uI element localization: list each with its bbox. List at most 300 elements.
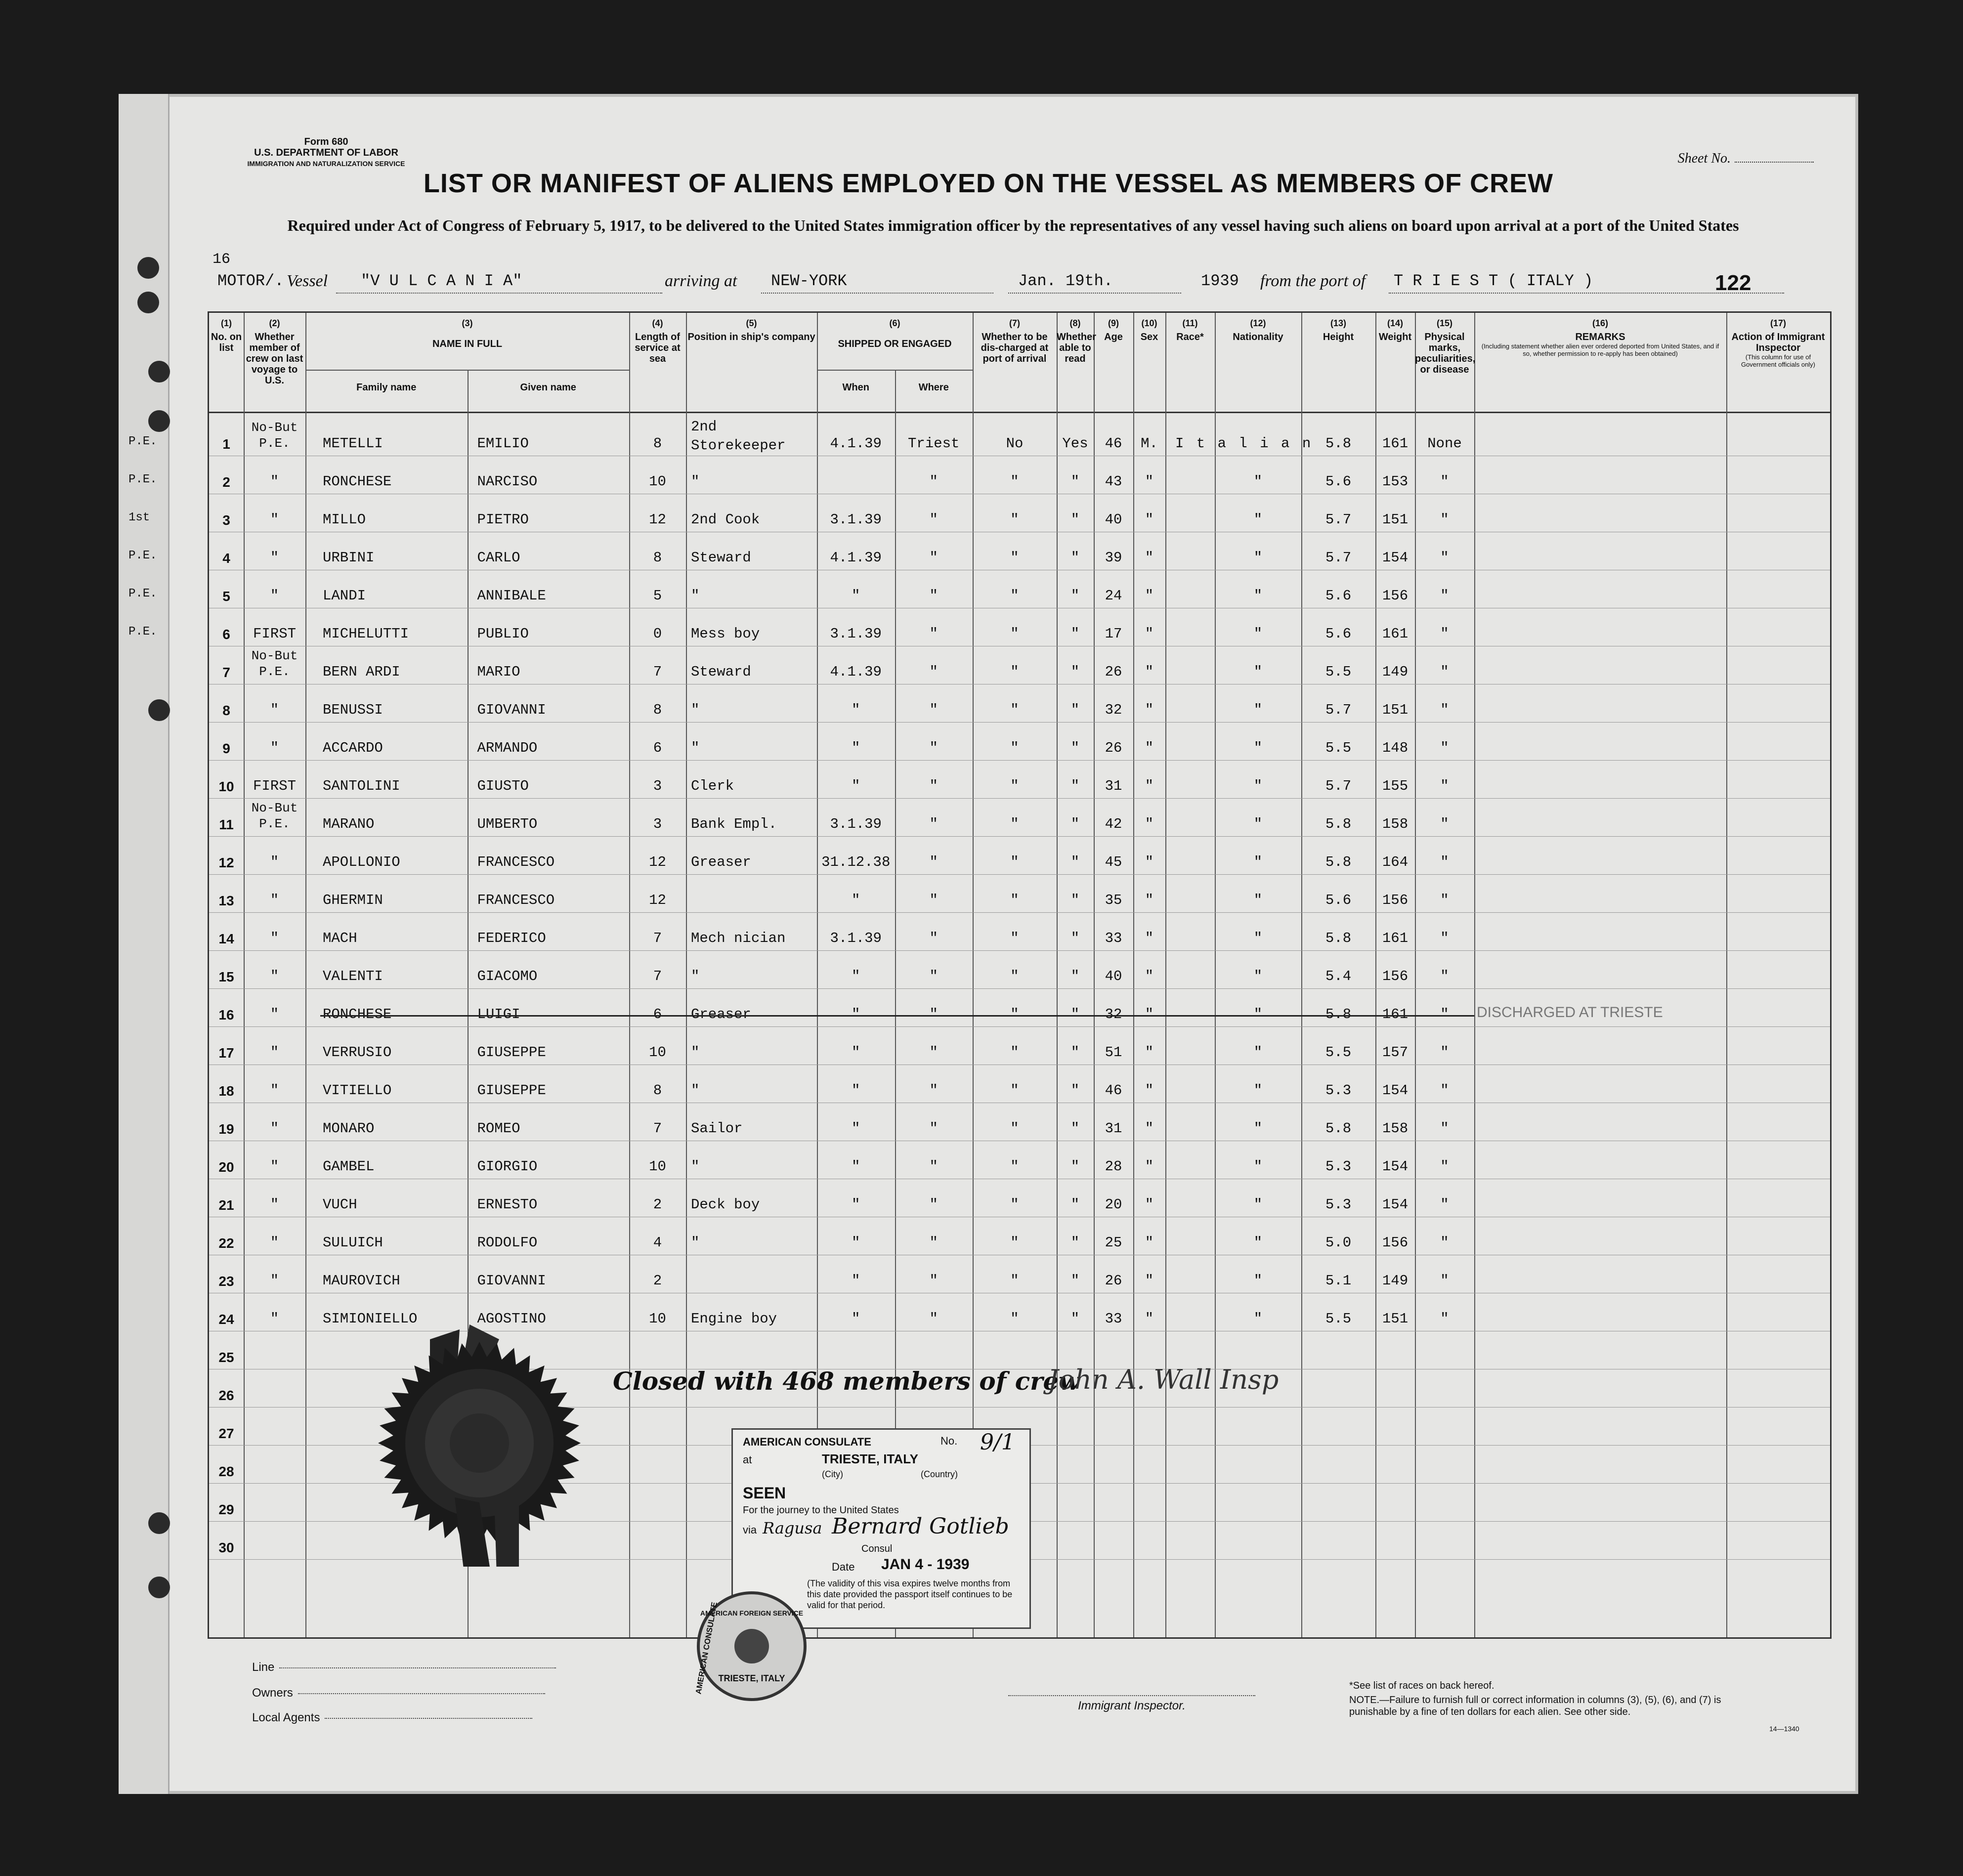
- cell-when: 4.1.39: [830, 550, 882, 566]
- cell-given: GIUSEPPE: [477, 1044, 546, 1061]
- cell-height: 5.8: [1325, 816, 1352, 832]
- cell-family: URBINI: [323, 550, 375, 566]
- cell-family: METELLI: [323, 435, 383, 452]
- cell-weight: 161: [1382, 1006, 1408, 1023]
- cell-given: FRANCESCO: [477, 854, 555, 870]
- cell-prev: No-But P.E.: [251, 648, 298, 679]
- row-number: 27: [218, 1426, 234, 1441]
- cell-read: ": [1070, 588, 1080, 604]
- cell-family: VERRUSIO: [323, 1044, 392, 1061]
- cell-weight: 149: [1382, 664, 1408, 680]
- column-rule: [1375, 313, 1376, 1637]
- cell-prev: FIRST: [253, 778, 296, 794]
- row-number: 8: [222, 703, 230, 718]
- column-label: Physical marks, peculiarities, or disease: [1415, 332, 1476, 375]
- cell-sex: ": [1145, 626, 1154, 642]
- cell-when: ": [852, 1235, 860, 1251]
- column-header-9: [1094, 313, 1133, 342]
- cell-prev: ": [270, 1044, 279, 1061]
- cell-where: ": [929, 1082, 938, 1099]
- cell-service: 10: [649, 473, 666, 490]
- punch-hole: [148, 1512, 170, 1534]
- cell-weight: 155: [1382, 778, 1408, 794]
- row-rule: [209, 722, 1830, 723]
- cell-given: GIUSEPPE: [477, 1082, 546, 1099]
- footer-agents-label: Local Agents: [252, 1711, 320, 1724]
- cell-weight: 153: [1382, 473, 1408, 490]
- footer-line-label: Line: [252, 1661, 275, 1674]
- stamp-no: 9/1: [980, 1430, 1015, 1455]
- cell-weight: 156: [1382, 968, 1408, 984]
- cell-age: 42: [1105, 816, 1122, 832]
- cell-position: ": [691, 1235, 700, 1251]
- cell-family: BERN ARDI: [323, 664, 400, 680]
- cell-prev: ": [270, 1082, 279, 1099]
- cell-position: 2nd Cook: [691, 512, 760, 528]
- cell-discharged: ": [1010, 854, 1019, 870]
- cell-marks: ": [1440, 512, 1449, 528]
- cell-height: 5.7: [1325, 550, 1352, 566]
- row-number: 29: [218, 1502, 234, 1517]
- cell-weight: 161: [1382, 435, 1408, 452]
- cell-position: Clerk: [691, 778, 734, 794]
- cell-position: 2nd Storekeeper: [691, 419, 786, 454]
- cell-position: ": [691, 473, 700, 490]
- cell-height: 5.7: [1325, 512, 1352, 528]
- cell-prev: No-But P.E.: [251, 420, 298, 451]
- column-header-10: [1133, 313, 1165, 342]
- row-number: 6: [222, 627, 230, 642]
- cell-marks: ": [1440, 968, 1449, 984]
- cell-prev: ": [270, 740, 279, 756]
- cell-nationality: ": [1253, 1082, 1263, 1099]
- form-service: IMMIGRATION AND NATURALIZATION SERVICE: [247, 160, 405, 168]
- column-rule: [1301, 313, 1302, 1637]
- cell-service: 10: [649, 1158, 666, 1175]
- cell-when: ": [852, 1120, 860, 1137]
- page-title: LIST OR MANIFEST OF ALIENS EMPLOYED ON THE VESSEL AS MEMBERS OF CREW: [423, 169, 1554, 198]
- cell-when: ": [852, 702, 860, 718]
- column-label: Position in ship's company: [687, 332, 815, 342]
- column-number: (6): [889, 318, 900, 328]
- cell-given: GIOVANNI: [477, 1273, 546, 1289]
- cell-where: ": [929, 512, 938, 528]
- cell-age: 43: [1105, 473, 1122, 490]
- column-rule: [1415, 313, 1416, 1637]
- cell-when: ": [852, 892, 860, 908]
- cell-weight: 154: [1382, 1082, 1408, 1099]
- cell-weight: 154: [1382, 550, 1408, 566]
- cell-marks: ": [1440, 1082, 1449, 1099]
- cell-nationality: ": [1253, 1273, 1263, 1289]
- cell-position: Steward: [691, 664, 751, 680]
- cell-given: FEDERICO: [477, 930, 546, 946]
- cell-discharged: ": [1010, 930, 1019, 946]
- cell-service: 6: [653, 1006, 662, 1023]
- column-header-11: [1165, 313, 1215, 342]
- consul-signature: Bernard Gotlieb: [832, 1514, 1009, 1539]
- cell-nationality: ": [1253, 930, 1263, 946]
- vessel-type: MOTOR/.: [217, 272, 284, 290]
- cell-given: ANNIBALE: [477, 588, 546, 604]
- cell-where: ": [929, 1006, 938, 1023]
- stamp-consulate: AMERICAN CONSULATE: [743, 1436, 871, 1448]
- cell-service: 4: [653, 1235, 662, 1251]
- cell-nationality: ": [1253, 1311, 1263, 1327]
- cell-age: 35: [1105, 892, 1122, 908]
- column-sublabel: When: [842, 382, 869, 393]
- cell-where: ": [929, 588, 938, 604]
- cell-weight: 156: [1382, 588, 1408, 604]
- column-sublabel: Given name: [520, 382, 576, 393]
- cell-discharged: ": [1010, 550, 1019, 566]
- cell-sex: ": [1145, 816, 1154, 832]
- cell-weight: 158: [1382, 1120, 1408, 1137]
- cell-age: 26: [1105, 740, 1122, 756]
- cell-when: 4.1.39: [830, 435, 882, 452]
- cell-service: 0: [653, 626, 662, 642]
- column-label: Nationality: [1233, 332, 1283, 342]
- stamp-no-label: No.: [940, 1435, 958, 1447]
- cell-discharged: ": [1010, 892, 1019, 908]
- cell-family: ACCARDO: [323, 740, 383, 756]
- row-number: 3: [222, 512, 230, 528]
- column-header-15: [1415, 313, 1474, 375]
- cell-marks: ": [1440, 930, 1449, 946]
- footer-agents: [252, 1711, 532, 1725]
- cell-where: ": [929, 473, 938, 490]
- cell-read: ": [1070, 664, 1080, 680]
- cell-sex: ": [1145, 854, 1154, 870]
- sheet-label: [1678, 151, 1814, 167]
- cell-marks: ": [1440, 1120, 1449, 1137]
- column-rule: [629, 313, 630, 1637]
- vessel-label: Vessel: [287, 272, 328, 290]
- column-number: (13): [1330, 318, 1346, 328]
- stamp-country-caption: (Country): [921, 1469, 958, 1479]
- column-rule: [1057, 313, 1058, 1637]
- cell-service: 2: [653, 1196, 662, 1213]
- cell-sex: ": [1145, 1196, 1154, 1213]
- cell-read: ": [1070, 626, 1080, 642]
- cell-sex: ": [1145, 588, 1154, 604]
- sheet-label-text: Sheet No.: [1677, 151, 1731, 166]
- cell-read: ": [1070, 1311, 1080, 1327]
- cell-given: EMILIO: [477, 435, 529, 452]
- cell-height: 5.3: [1325, 1158, 1352, 1175]
- column-header-12: [1215, 313, 1301, 342]
- cell-read: ": [1070, 550, 1080, 566]
- row-number: 20: [218, 1159, 234, 1175]
- wax-seal-icon: [356, 1310, 613, 1567]
- cell-sex: ": [1145, 778, 1154, 794]
- cell-when: ": [852, 968, 860, 984]
- column-sublabel: Where: [918, 382, 949, 393]
- cell-nationality: ": [1253, 588, 1263, 604]
- cell-nationality: ": [1253, 550, 1263, 566]
- column-number: (17): [1770, 318, 1786, 328]
- cell-position: Engine boy: [691, 1311, 777, 1327]
- column-header-8: [1057, 313, 1094, 364]
- cell-weight: 154: [1382, 1158, 1408, 1175]
- punch-hole: [148, 1577, 170, 1598]
- cell-nationality: ": [1253, 1158, 1263, 1175]
- cell-where: ": [929, 968, 938, 984]
- cell-read: ": [1070, 778, 1080, 794]
- cell-given: LUIGI: [477, 1006, 520, 1023]
- cell-prev: ": [270, 1158, 279, 1175]
- cell-when: ": [852, 778, 860, 794]
- cell-given: PUBLIO: [477, 626, 529, 642]
- column-note: (Including statement whether alien ever ordered deported from United States, and if so, whether permission to re-apply has been obtained): [1481, 342, 1719, 357]
- row-number: 7: [222, 665, 230, 680]
- cell-where: ": [929, 1120, 938, 1137]
- cell-weight: 164: [1382, 854, 1408, 870]
- row-number: 10: [218, 779, 234, 794]
- cell-marks: ": [1440, 702, 1449, 718]
- vessel-line: [217, 272, 1789, 301]
- row-number: 13: [218, 893, 234, 908]
- round-stamp-top: AMERICAN FOREIGN SERVICE: [700, 1609, 804, 1617]
- column-label: Weight: [1378, 332, 1412, 342]
- cell-height: 5.1: [1325, 1273, 1352, 1289]
- column-number: (11): [1182, 318, 1198, 328]
- cell-height: 5.3: [1325, 1082, 1352, 1099]
- cell-discharged: ": [1010, 588, 1019, 604]
- cell-discharged: ": [1010, 664, 1019, 680]
- row-number: 21: [218, 1197, 234, 1213]
- form-header: [237, 136, 415, 169]
- cell-weight: 151: [1382, 512, 1408, 528]
- cell-height: 5.6: [1325, 588, 1352, 604]
- cell-discharged: ": [1010, 1158, 1019, 1175]
- cell-when: ": [852, 1311, 860, 1327]
- column-header-5: [686, 313, 817, 342]
- cell-sex: ": [1145, 930, 1154, 946]
- row-number: 15: [218, 969, 234, 984]
- column-header-13: [1301, 313, 1375, 342]
- sheet-blank: [1735, 162, 1814, 163]
- column-label: Whether able to read: [1057, 332, 1096, 364]
- cell-prev: ": [270, 512, 279, 528]
- cell-age: 20: [1105, 1196, 1122, 1213]
- column-number: (3): [462, 318, 473, 328]
- row-rule: [209, 950, 1830, 951]
- stamp-date: JAN 4 - 1939: [881, 1556, 970, 1573]
- cell-nationality: ": [1253, 1235, 1263, 1251]
- column-label: No. on list: [211, 332, 242, 353]
- cell-sex: ": [1145, 968, 1154, 984]
- cell-prev: ": [270, 1006, 279, 1023]
- cell-family: SIMIONIELLO: [323, 1311, 418, 1327]
- cell-family: VITIELLO: [323, 1082, 392, 1099]
- column-rule: [1215, 313, 1216, 1637]
- round-stamp-side: AMERICAN CONSULATE: [694, 1601, 719, 1695]
- cell-given: PIETRO: [477, 512, 529, 528]
- cell-read: ": [1070, 702, 1080, 718]
- cell-height: 5.5: [1325, 740, 1352, 756]
- sheet-number: 122: [1715, 271, 1751, 295]
- footer-races-note: *See list of races on back hereof.: [1349, 1680, 1494, 1691]
- cell-age: 17: [1105, 626, 1122, 642]
- margin-number: 16: [213, 251, 231, 268]
- cell-read: ": [1070, 740, 1080, 756]
- cell-prev: ": [270, 1311, 279, 1327]
- cell-weight: 151: [1382, 702, 1408, 718]
- column-number: (10): [1141, 318, 1157, 328]
- cell-weight: 154: [1382, 1196, 1408, 1213]
- cell-family: SULUICH: [323, 1235, 383, 1251]
- column-header-17: [1726, 313, 1830, 368]
- cell-read: ": [1070, 854, 1080, 870]
- cell-marks: ": [1440, 664, 1449, 680]
- cell-family: MILLO: [323, 512, 366, 528]
- cell-read: ": [1070, 1273, 1080, 1289]
- column-number: (5): [746, 318, 757, 328]
- cell-nationality: ": [1253, 473, 1263, 490]
- header-rule: [305, 370, 629, 371]
- cell-discharged: ": [1010, 1196, 1019, 1213]
- cell-where: ": [929, 854, 938, 870]
- punch-hole: [148, 699, 170, 721]
- cell-when: ": [852, 1273, 860, 1289]
- stamp-city-caption: (City): [822, 1469, 843, 1479]
- column-number: (4): [652, 318, 663, 328]
- form-department: U.S. DEPARTMENT OF LABOR: [254, 147, 398, 158]
- cell-service: 10: [649, 1311, 666, 1327]
- cell-service: 7: [653, 930, 662, 946]
- cell-family: VUCH: [323, 1196, 357, 1213]
- cell-discharged: ": [1010, 1082, 1019, 1099]
- cell-height: 5.8: [1325, 435, 1352, 452]
- column-header-7: [973, 313, 1057, 364]
- cell-when: 3.1.39: [830, 930, 882, 946]
- cell-sex: ": [1145, 1006, 1154, 1023]
- cell-nationality: ": [1253, 702, 1263, 718]
- cell-service: 12: [649, 854, 666, 870]
- cell-position: ": [691, 740, 700, 756]
- cell-age: 40: [1105, 968, 1122, 984]
- cell-height: 5.5: [1325, 1311, 1352, 1327]
- column-rule: [1094, 313, 1095, 1637]
- arrival-date: Jan. 19th.: [1018, 272, 1113, 290]
- cell-age: 32: [1105, 702, 1122, 718]
- cell-sex: ": [1145, 1273, 1154, 1289]
- cell-height: 5.7: [1325, 702, 1352, 718]
- cell-nationality: ": [1253, 626, 1263, 642]
- cell-weight: 151: [1382, 1311, 1408, 1327]
- cell-where: ": [929, 816, 938, 832]
- cell-sex: M.: [1141, 435, 1158, 452]
- cell-where: ": [929, 702, 938, 718]
- cell-when: ": [852, 1082, 860, 1099]
- cell-family: MARANO: [323, 816, 375, 832]
- column-label: Age: [1104, 332, 1123, 342]
- stamp-journey: For the journey to the United States: [743, 1505, 899, 1516]
- cell-read: ": [1070, 930, 1080, 946]
- cell-age: 40: [1105, 512, 1122, 528]
- cell-sex: ": [1145, 1044, 1154, 1061]
- cell-race: I t a l i a n: [1175, 435, 1313, 452]
- cell-read: ": [1070, 816, 1080, 832]
- cell-position: ": [691, 588, 700, 604]
- cell-weight: 158: [1382, 816, 1408, 832]
- cell-age: 31: [1105, 1120, 1122, 1137]
- punch-hole: [137, 257, 159, 279]
- row-number: 16: [218, 1007, 234, 1023]
- cell-when: 31.12.38: [821, 854, 891, 870]
- cell-discharged: ": [1010, 778, 1019, 794]
- cell-read: ": [1070, 1158, 1080, 1175]
- cell-service: 7: [653, 664, 662, 680]
- row-number: 2: [222, 474, 230, 490]
- cell-discharged: ": [1010, 1006, 1019, 1023]
- column-label: SHIPPED OR ENGAGED: [838, 339, 952, 349]
- cell-read: Yes: [1062, 435, 1088, 452]
- row-number: 23: [218, 1274, 234, 1289]
- cell-discharged: ": [1010, 968, 1019, 984]
- cell-where: ": [929, 1235, 938, 1251]
- column-label: Height: [1323, 332, 1354, 342]
- cell-sex: ": [1145, 1158, 1154, 1175]
- footer-owners-label: Owners: [252, 1686, 293, 1700]
- column-sublabel: Family name: [356, 382, 417, 393]
- cell-prev: ": [270, 550, 279, 566]
- cell-discharged: ": [1010, 1235, 1019, 1251]
- cell-where: ": [929, 778, 938, 794]
- row-number: 14: [218, 931, 234, 946]
- cell-discharged: ": [1010, 702, 1019, 718]
- cell-weight: 161: [1382, 626, 1408, 642]
- cell-sex: ": [1145, 550, 1154, 566]
- footer-fine-note: NOTE.—Failure to furnish full or correct information in columns (3), (5), (6), and (7) is punishable by a fine of ten dollars for each alien. See other side.: [1349, 1695, 1721, 1717]
- column-rule: [244, 313, 245, 1637]
- cell-read: ": [1070, 1235, 1080, 1251]
- column-header-16: [1474, 313, 1726, 357]
- cell-height: 5.7: [1325, 778, 1352, 794]
- cell-position: Mess boy: [691, 626, 760, 642]
- row-rule: [209, 1026, 1830, 1027]
- cell-marks: ": [1440, 1311, 1449, 1327]
- cell-discharged: ": [1010, 1120, 1019, 1137]
- cell-age: 28: [1105, 1158, 1122, 1175]
- cell-height: 5.8: [1325, 930, 1352, 946]
- stamp-date-label: Date: [832, 1561, 855, 1573]
- row-rule: [209, 874, 1830, 875]
- cell-marks: ": [1440, 588, 1449, 604]
- row-rule: [209, 760, 1830, 761]
- cell-position: Greaser: [691, 1006, 751, 1023]
- cell-family: MICHELUTTI: [323, 626, 409, 642]
- cell-height: 5.8: [1325, 1006, 1352, 1023]
- column-header-2: [244, 313, 305, 386]
- punch-hole: [148, 361, 170, 383]
- cell-when: ": [852, 1006, 860, 1023]
- column-rule: [1133, 313, 1134, 1637]
- cell-family: RONCHESE: [323, 1006, 392, 1023]
- cell-nationality: ": [1253, 778, 1263, 794]
- cell-when: ": [852, 1044, 860, 1061]
- cell-age: 46: [1105, 1082, 1122, 1099]
- cell-nationality: ": [1253, 892, 1263, 908]
- cell-given: ERNESTO: [477, 1196, 538, 1213]
- cell-prev: ": [270, 473, 279, 490]
- cell-given: MARIO: [477, 664, 520, 680]
- cell-when: ": [852, 1196, 860, 1213]
- cell-service: 12: [649, 892, 666, 908]
- cell-where: ": [929, 1311, 938, 1327]
- cell-weight: 149: [1382, 1273, 1408, 1289]
